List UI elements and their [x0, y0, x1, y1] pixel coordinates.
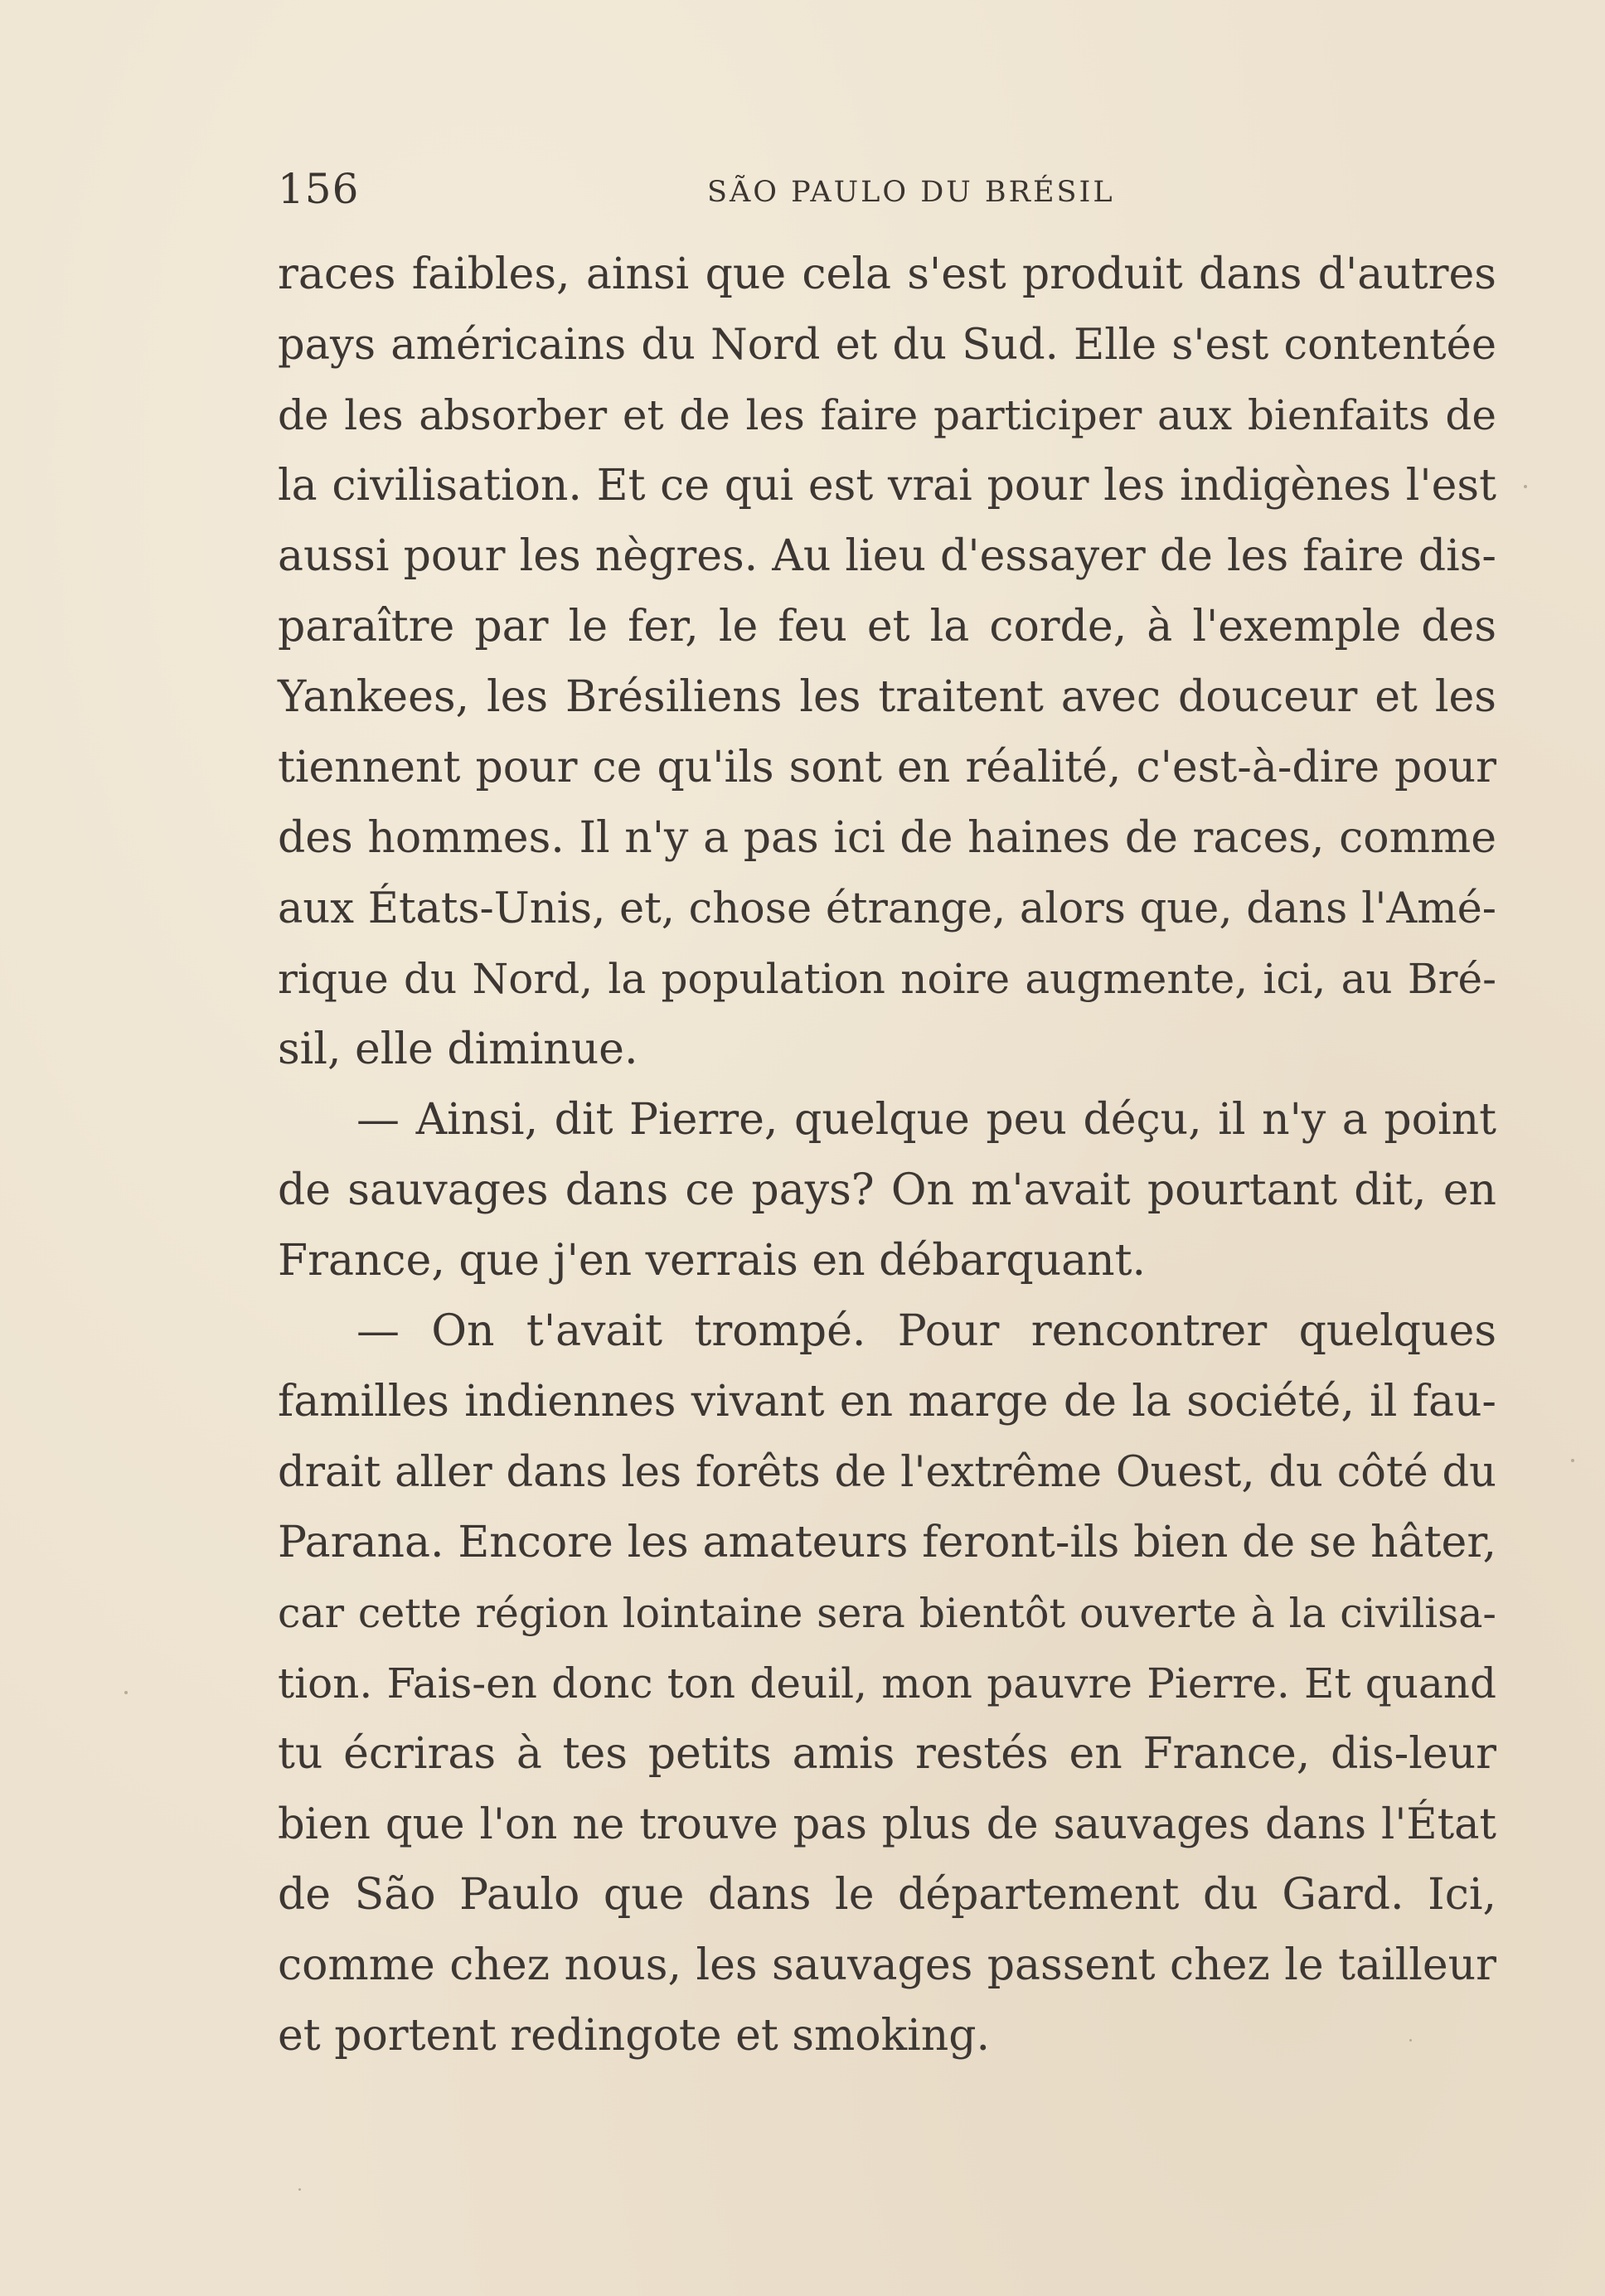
- body-text: [278, 240, 1496, 2071]
- text-line: drait aller dans les forêts de l'extrême Ouest, du côté du: [278, 1448, 1496, 1497]
- text-line: — Ainsi, dit Pierre, quelque peu déçu, il n'y a point: [356, 1095, 1496, 1145]
- paper-speck: [1571, 1459, 1574, 1462]
- text-line: aussi pour les nègres. Au lieu d'essayer de les faire dis-: [278, 531, 1496, 581]
- text-line: rique du Nord, la population noire augmente, ici, au Bré-: [278, 955, 1496, 1003]
- text-line: tu écriras à tes petits amis restés en France, dis-leur: [278, 1729, 1496, 1779]
- paragraph-2: [278, 1085, 1496, 1296]
- text-line: des hommes. Il n'y a pas ici de haines de races, comme: [278, 813, 1496, 863]
- page-number: 156: [278, 165, 360, 213]
- text-line: la civilisation. Et ce qui est vrai pour les indigènes l'est: [278, 461, 1496, 511]
- text-line: de São Paulo que dans le département du Gard. Ici,: [278, 1870, 1496, 1920]
- text-line: de sauvages dans ce pays? On m'avait pourtant dit, en: [278, 1165, 1496, 1215]
- text-line: comme chez nous, les sauvages passent chez le tailleur: [278, 1940, 1496, 1990]
- text-line: Yankees, les Brésiliens les traitent avec douceur et les: [278, 672, 1496, 722]
- text-line: sil, elle diminue.: [278, 1024, 638, 1074]
- text-line: bien que l'on ne trouve pas plus de sauvages dans l'État: [278, 1800, 1496, 1849]
- text-line: de les absorber et de les faire participer aux bienfaits de: [278, 391, 1496, 439]
- paragraph-3: [278, 1296, 1496, 2071]
- running-head: SÃO PAULO DU BRÉSIL: [707, 176, 1115, 209]
- text-line: pays américains du Nord et du Sud. Elle s'est contentée: [278, 321, 1496, 370]
- paragraph-1: [278, 240, 1496, 1085]
- text-line: tiennent pour ce qu'ils sont en réalité, c'est-à-dire pour: [278, 743, 1496, 792]
- text-line: familles indiennes vivant en marge de la société, il fau-: [278, 1377, 1496, 1427]
- text-line: Parana. Encore les amateurs feront-ils bien de se hâter,: [278, 1518, 1496, 1567]
- page-header: [278, 164, 1496, 222]
- paper-speck: [1409, 2039, 1412, 2042]
- text-line: paraître par le fer, le feu et la corde, à l'exemple des: [278, 602, 1496, 652]
- paper-speck: [124, 1691, 128, 1694]
- text-line: car cette région lointaine sera bientôt ouverte à la civilisa-: [278, 1590, 1496, 1637]
- text-line: races faibles, ainsi que cela s'est produit dans d'autres: [278, 249, 1496, 299]
- text-line: et portent redingote et smoking.: [278, 2011, 991, 2061]
- text-line: tion. Fais-en donc ton deuil, mon pauvre Pierre. Et quand: [278, 1659, 1496, 1707]
- text-line: aux États-Unis, et, chose étrange, alors que, dans l'Amé-: [278, 884, 1496, 933]
- paper-speck: [298, 2188, 301, 2191]
- text-line: France, que j'en verrais en débarquant.: [278, 1236, 1147, 1286]
- text-line: — On t'avait trompé. Pour rencontrer quelques: [356, 1306, 1496, 1356]
- paper-speck: [1524, 485, 1527, 488]
